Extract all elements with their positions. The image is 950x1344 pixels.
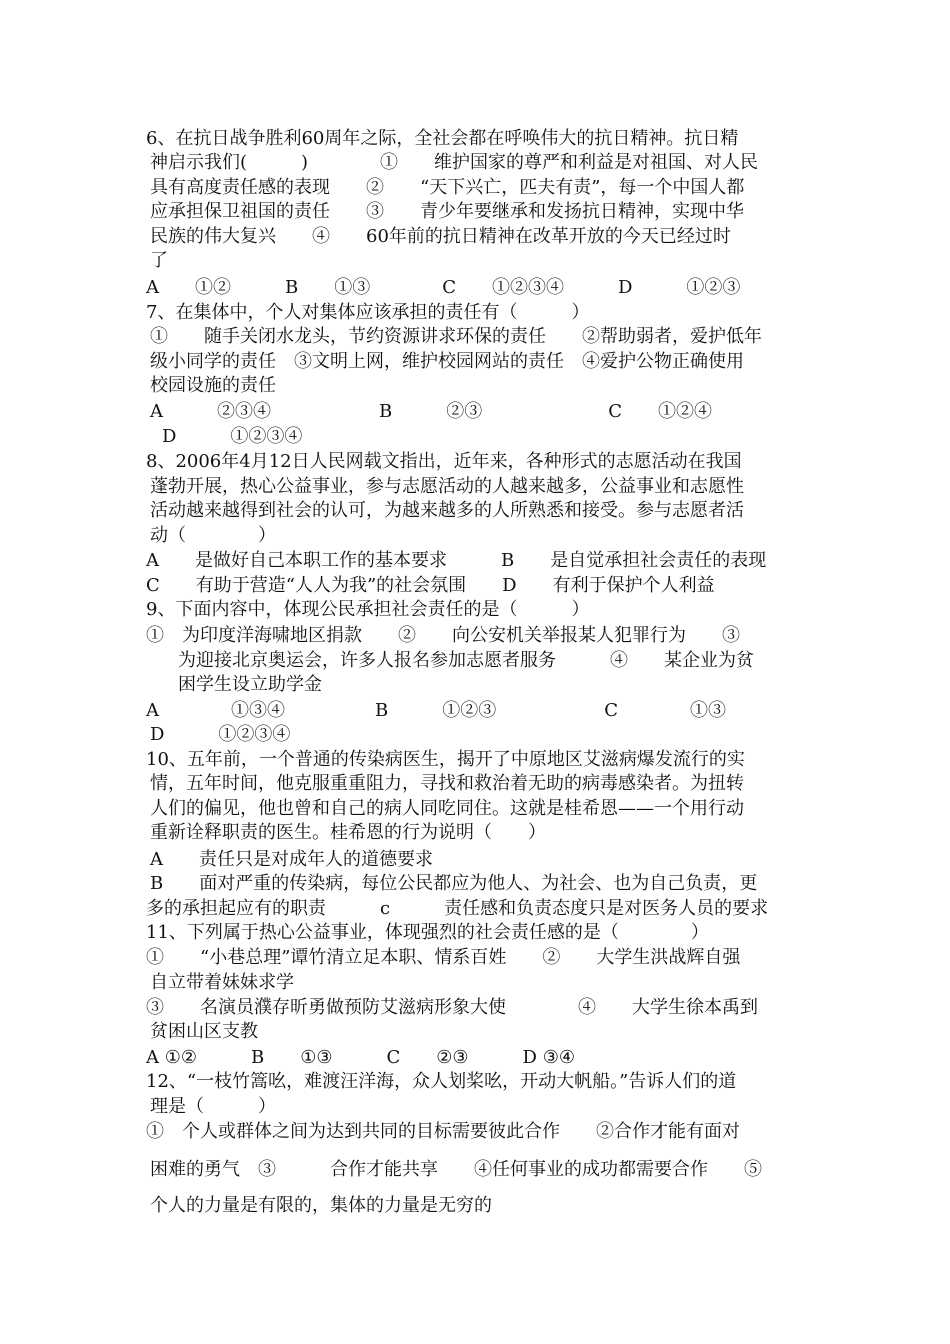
text-line: 困难的勇气 ③ 合作才能共享 ④任何事业的成功都需要合作 ⑤ bbox=[150, 1159, 762, 1180]
text-line: ① 随手关闭水龙头，节约资源讲求环保的责任 ②帮助弱者，爱护低年 bbox=[150, 326, 762, 347]
text-line: ① 个人或群体之间为达到共同的目标需要彼此合作 ②合作才能有面对 bbox=[146, 1121, 740, 1142]
text-line: 级小同学的责任 ③文明上网，维护校园网站的责任 ④爱护公物正确使用 bbox=[150, 351, 744, 372]
text-line: 自立带着妹妹求学 bbox=[150, 972, 294, 993]
text-line: 11、下列属于热心公益事业，体现强烈的社会责任感的是（ ） bbox=[146, 922, 709, 943]
text-line: 10、五年前，一个普通的传染病医生，揭开了中原地区艾滋病爆发流行的实 bbox=[146, 749, 745, 770]
text-line: D ①②③④ bbox=[150, 724, 291, 745]
text-line: D ①②③④ bbox=[162, 426, 303, 447]
text-line: A 是做好自己本职工作的基本要求 B 是自觉承担社会责任的表现 bbox=[146, 550, 767, 571]
text-line: 多的承担起应有的职责 c 责任感和负责态度只是对医务人员的要求 bbox=[146, 898, 769, 919]
text-line: 贫困山区支教 bbox=[150, 1021, 258, 1042]
text-line: 神启示我们( ) ① 维护国家的尊严和利益是对祖国、对人民 bbox=[150, 152, 759, 173]
text-line: 蓬勃开展，热心公益事业，参与志愿活动的人越来越多，公益事业和志愿性 bbox=[150, 476, 744, 497]
text-line: C 有助于营造“人人为我”的社会氛围 D 有利于保护个人利益 bbox=[146, 575, 715, 596]
text-line: 具有高度责任感的表现 ② “天下兴亡，匹夫有责”，每一个中国人都 bbox=[150, 177, 745, 198]
text-line: 了 bbox=[150, 250, 168, 271]
text-line: 校园设施的责任 bbox=[150, 375, 276, 396]
text-line: 应承担保卫祖国的责任 ③ 青少年要继承和发扬抗日精神，实现中华 bbox=[150, 201, 744, 222]
text-line: 情，五年时间，他克服重重阻力，寻找和救治着无助的病毒感染者。为扭转 bbox=[150, 773, 744, 794]
text-line: 民族的伟大复兴 ④ 60年前的抗日精神在改革开放的今天已经过时 bbox=[150, 226, 731, 247]
text-line: 为迎接北京奥运会，许多人报名参加志愿者服务 ④ 某企业为贫 bbox=[178, 650, 754, 671]
text-line: 重新诠释职责的医生。桂希恩的行为说明（ ） bbox=[150, 822, 546, 843]
text-line: 人们的偏见，他也曾和自己的病人同吃同住。这就是桂希恩——一个用行动 bbox=[150, 798, 744, 819]
text-line: A ①② B ①③ C ①②③④ D ①②③ bbox=[146, 277, 741, 298]
text-line: A ①③④ B ①②③ C ①③ bbox=[146, 700, 726, 721]
text-line: ① “小巷总理”谭竹清立足本职、情系百姓 ② 大学生洪战辉自强 bbox=[146, 947, 741, 968]
text-line: ① 为印度洋海啸地区捐款 ② 向公安机关举报某人犯罪行为 ③ bbox=[146, 625, 740, 646]
text-line: A ②③④ B ②③ C ①②④ bbox=[150, 401, 712, 422]
text-line: 9、下面内容中，体现公民承担社会责任的是（ ） bbox=[146, 599, 590, 620]
text-line: ③ 名演员濮存昕勇做预防艾滋病形象大使 ④ 大学生徐本禹到 bbox=[146, 997, 758, 1018]
text-line: 活动越来越得到社会的认可，为越来越多的人所熟悉和接受。参与志愿者活 bbox=[150, 500, 744, 521]
text-line: 困学生设立助学金 bbox=[178, 674, 322, 695]
text-line: A 责任只是对成年人的道德要求 bbox=[150, 849, 433, 870]
text-line: A ①② B ①③ C ②③ D ③④ bbox=[146, 1047, 575, 1068]
text-line: 7、在集体中，个人对集体应该承担的责任有（ ） bbox=[146, 302, 590, 323]
text-line: 12、“一枝竹篙吆，难渡汪洋海，众人划桨吆，开动大帆船。”告诉人们的道 bbox=[146, 1071, 737, 1092]
text-line: B 面对严重的传染病，每位公民都应为他人、为社会、也为自己负责，更 bbox=[150, 873, 758, 894]
text-line: 理是（ ） bbox=[150, 1096, 276, 1117]
text-line: 个人的力量是有限的，集体的力量是无穷的 bbox=[150, 1195, 492, 1216]
text-line: 动（ ） bbox=[150, 525, 276, 546]
text-line: 6、在抗日战争胜利60周年之际，全社会都在呼唤伟大的抗日精神。抗日精 bbox=[146, 128, 739, 149]
text-line: 8、2006年4月12日人民网载文指出，近年来，各种形式的志愿活动在我国 bbox=[146, 451, 742, 472]
